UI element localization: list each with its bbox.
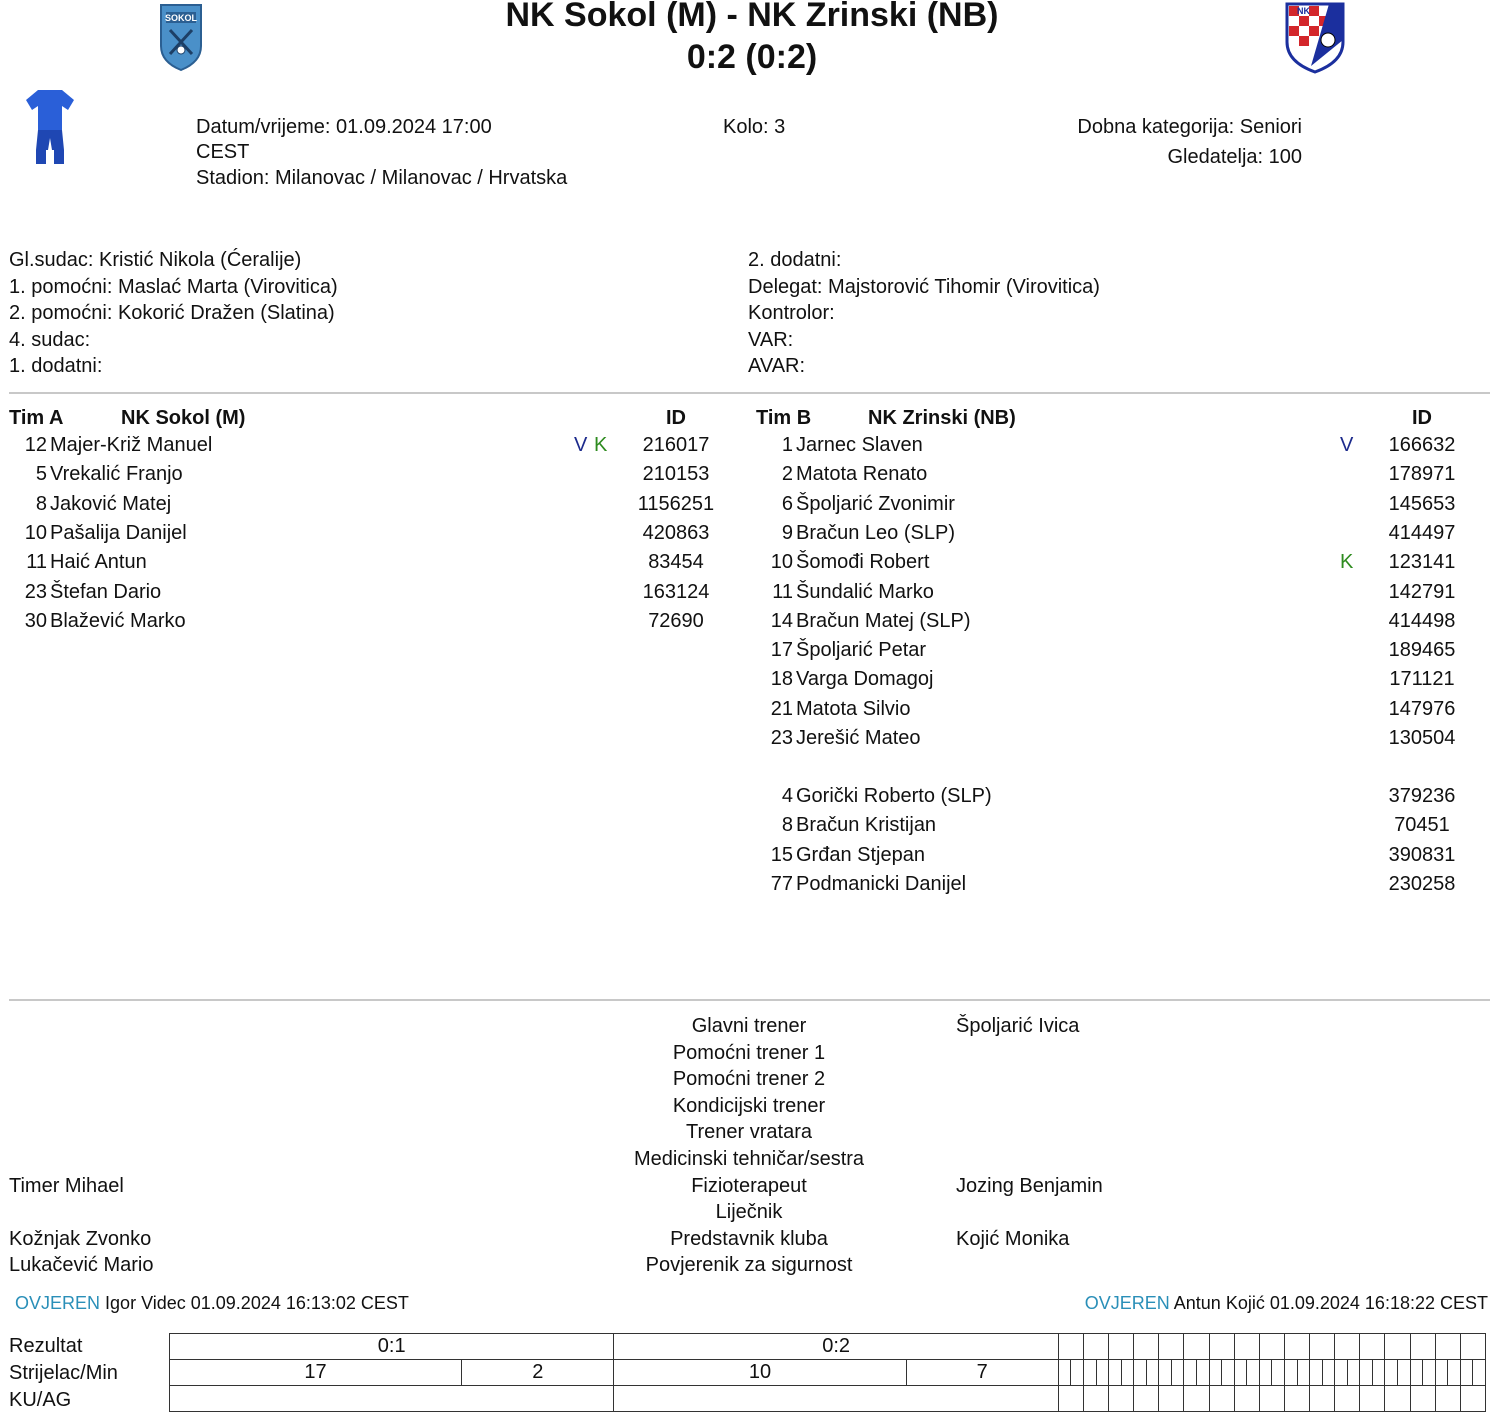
player-number: 17 (770, 639, 793, 662)
player-name: Štefan Dario (50, 580, 162, 603)
scorer-cell: 10 (614, 1360, 906, 1386)
minute-cell: 2 (462, 1360, 614, 1386)
officials-right (748, 247, 1100, 380)
player-name: Šomođi Robert (796, 551, 930, 574)
team-kit-icon (24, 88, 76, 168)
player-number: 18 (770, 668, 793, 691)
scorer-cell (1385, 1360, 1398, 1386)
player-name: Majer-Križ Manuel (50, 434, 213, 456)
player-id: 189465 (1388, 639, 1456, 662)
result-cell: 0:1 (170, 1334, 614, 1360)
official-avar: AVAR: (748, 355, 806, 377)
player-id: 130504 (1388, 727, 1456, 749)
team-a-label: Tim A (9, 407, 64, 429)
scorer-cell (1134, 1360, 1147, 1386)
minute-cell: 7 (906, 1360, 1058, 1386)
scorer-cell (1435, 1360, 1448, 1386)
ku-cell (1159, 1386, 1184, 1412)
minute-cell (1423, 1360, 1436, 1386)
official-fourth: 4. sudac: (9, 328, 91, 351)
staff-away-person: Kojić Monika (956, 1227, 1070, 1250)
player-name: Šundalić Marko (796, 580, 934, 603)
ku-cell (170, 1386, 614, 1412)
minute-cell (1297, 1360, 1310, 1386)
sub-number: 15 (770, 843, 793, 866)
score-scorer-row (170, 1360, 1486, 1386)
verified-by-away: Antun Kojić 01.09.2024 16:18:22 CEST (1173, 1293, 1488, 1313)
verification-home (15, 1293, 409, 1314)
sub-number: 4 (781, 785, 793, 807)
staff-away-person: Jozing Benjamin (956, 1174, 1103, 1197)
player-name: Pašalija Danijel (50, 521, 187, 544)
result-cell (1058, 1334, 1083, 1360)
team-a-id-header: ID (666, 407, 686, 429)
scorer-cell (1335, 1360, 1348, 1386)
official-assistant-2: 2. pomoćni: Kokorić Dražen (Slatina) (9, 302, 335, 324)
player-id: 147976 (1388, 697, 1456, 720)
ku-cell (1083, 1386, 1108, 1412)
player-name: Jaković Matej (50, 492, 172, 515)
scorer-cell (1360, 1360, 1373, 1386)
result-cell (1460, 1334, 1485, 1360)
score-grid-labels (9, 1333, 118, 1414)
player-number: 23 (770, 727, 793, 749)
minute-cell (1448, 1360, 1461, 1386)
player-number: 10 (24, 521, 47, 544)
player-name: Haić Antun (50, 551, 147, 574)
result-cell (1159, 1334, 1184, 1360)
sub-number: 77 (770, 872, 793, 895)
player-number: 21 (770, 697, 793, 720)
vice-captain-mark: V (574, 434, 588, 456)
player-number: 8 (35, 492, 47, 515)
minute-cell (1372, 1360, 1385, 1386)
verification-away (1085, 1293, 1488, 1314)
staff-role: Glavni trener (691, 1015, 807, 1037)
ku-cell (1310, 1386, 1335, 1412)
player-number: 30 (24, 609, 47, 632)
player-id: 414498 (1388, 609, 1456, 632)
sub-id: 379236 (1388, 785, 1456, 807)
player-id: 210153 (642, 463, 710, 486)
officials-left (9, 247, 338, 380)
ku-cell (1460, 1386, 1485, 1412)
player-number: 14 (770, 609, 793, 632)
player-id: 163124 (642, 580, 710, 603)
minute-cell (1347, 1360, 1360, 1386)
staff-role: Liječnik (715, 1201, 783, 1224)
ku-cell (1134, 1386, 1159, 1412)
result-cell (1234, 1334, 1259, 1360)
player-id: 83454 (648, 551, 704, 574)
result-cell (1410, 1334, 1435, 1360)
player-id: 72690 (648, 609, 704, 632)
player-id: 1156251 (637, 492, 715, 515)
captain-mark: K (1340, 551, 1354, 574)
player-id: 145653 (1388, 492, 1456, 515)
match-title: NK Sokol (M) - NK Zrinski (NB) (505, 0, 999, 34)
official-controller: Kontrolor: (748, 302, 835, 324)
ku-cell (1284, 1386, 1309, 1412)
player-number: 23 (24, 580, 47, 603)
home-club-logo (158, 2, 204, 72)
minute-cell (1146, 1360, 1159, 1386)
player-id: 178971 (1388, 463, 1456, 486)
minute-cell (1096, 1360, 1109, 1386)
scorer-cell (1058, 1360, 1071, 1386)
scorer-cell (1234, 1360, 1247, 1386)
sub-id: 230258 (1388, 872, 1456, 895)
player-name: Bračun Leo (SLP) (796, 521, 955, 544)
result-cell (1184, 1334, 1209, 1360)
player-name: Špoljarić Zvonimir (796, 492, 955, 515)
captain-mark: K (594, 434, 608, 456)
sub-name: Bračun Kristijan (796, 814, 937, 837)
player-id: 216017 (642, 434, 710, 456)
team-b-id-header: ID (1412, 407, 1432, 429)
score-ku-row (170, 1386, 1486, 1412)
vice-captain-mark: V (1340, 434, 1354, 456)
score-result-row (170, 1334, 1486, 1360)
official-delegate: Delegat: Majstorović Tihomir (Virovitica) (748, 275, 1100, 298)
verified-by-home: Igor Videc 01.09.2024 16:13:02 CEST (105, 1293, 409, 1313)
player-name: Špoljarić Petar (796, 639, 927, 662)
player-number: 5 (35, 463, 47, 486)
verified-status-away: OVJEREN (1084, 1293, 1170, 1313)
player-name: Bračun Matej (SLP) (796, 609, 971, 632)
label-result: Rezultat (9, 1335, 83, 1357)
result-cell (1435, 1334, 1460, 1360)
team-b-label: Tim B (756, 407, 812, 429)
ku-cell (1360, 1386, 1385, 1412)
official-assistant-1: 1. pomoćni: Maslać Marta (Virovitica) (9, 275, 338, 298)
ku-cell (1209, 1386, 1234, 1412)
ku-cell (1435, 1386, 1460, 1412)
player-id: 142791 (1388, 580, 1456, 603)
player-number: 6 (781, 492, 793, 515)
minute-cell (1222, 1360, 1235, 1386)
official-referee: Gl.sudac: Kristić Nikola (Ćeralije) (9, 249, 302, 271)
scorer-cell (1410, 1360, 1423, 1386)
final-score: 0:2 (0:2) (686, 38, 818, 76)
staff-home-person: Lukačević Mario (9, 1254, 154, 1277)
minute-cell (1272, 1360, 1285, 1386)
player-number: 11 (26, 551, 47, 574)
player-number: 10 (770, 551, 793, 574)
result-cell (1083, 1334, 1108, 1360)
player-id: 171121 (1389, 668, 1455, 691)
match-timezone: CEST (196, 141, 250, 163)
player-id: 420863 (642, 521, 710, 544)
result-cell (1310, 1334, 1335, 1360)
staff-role: Medicinski tehničar/sestra (633, 1148, 865, 1170)
player-id: 414497 (1388, 521, 1456, 544)
player-number: 11 (772, 580, 793, 603)
result-cell: 0:2 (614, 1334, 1058, 1360)
ku-cell (1385, 1386, 1410, 1412)
minute-cell (1197, 1360, 1210, 1386)
result-cell (1134, 1334, 1159, 1360)
away-club-logo (1283, 0, 1347, 74)
minute-cell (1398, 1360, 1411, 1386)
ku-cell (614, 1386, 1058, 1412)
minute-cell (1121, 1360, 1134, 1386)
scorer-cell (1310, 1360, 1323, 1386)
minute-cell (1322, 1360, 1335, 1386)
staff-role: Kondicijski trener (672, 1094, 826, 1117)
staff-home-person: Kožnjak Zvonko (9, 1227, 152, 1250)
age-category: Dobna kategorija: Seniori (1077, 116, 1302, 138)
sub-name: Grđan Stjepan (796, 843, 925, 866)
staff-role: Trener vratara (686, 1121, 812, 1144)
result-cell (1360, 1334, 1385, 1360)
player-number: 12 (24, 434, 47, 456)
result-cell (1259, 1334, 1284, 1360)
sub-number: 8 (781, 814, 793, 837)
sub-name: Podmanicki Danijel (796, 872, 967, 895)
player-name: Vrekalić Franjo (50, 463, 183, 486)
scorer-cell (1460, 1360, 1473, 1386)
staff-home-person: Timer Mihael (9, 1174, 124, 1197)
ku-cell (1335, 1386, 1360, 1412)
ku-cell (1109, 1386, 1134, 1412)
ku-cell (1410, 1386, 1435, 1412)
away-logo-text: NK (1297, 6, 1310, 16)
result-cell (1335, 1334, 1360, 1360)
player-name: Jerešić Mateo (796, 727, 921, 749)
staff-role: Fizioterapeut (691, 1174, 807, 1197)
minute-cell (1171, 1360, 1184, 1386)
scorer-cell (1184, 1360, 1197, 1386)
scorer-cell: 17 (170, 1360, 462, 1386)
sub-id: 70451 (1394, 814, 1450, 837)
team-a-name: NK Sokol (M) (121, 407, 246, 429)
player-number: 9 (781, 521, 793, 544)
divider-top (9, 392, 1490, 394)
attendance: Gledatelja: 100 (1167, 146, 1302, 168)
ku-cell (1234, 1386, 1259, 1412)
staff-role: Pomoćni trener 1 (672, 1041, 826, 1064)
minute-cell (1247, 1360, 1260, 1386)
scorer-cell (1109, 1360, 1122, 1386)
verified-status-home: OVJEREN (15, 1293, 101, 1313)
result-cell (1109, 1334, 1134, 1360)
ku-cell (1259, 1386, 1284, 1412)
sub-id: 390831 (1388, 843, 1456, 866)
player-id: 166632 (1388, 434, 1456, 456)
player-name: Matota Silvio (796, 697, 911, 720)
match-datetime: Datum/vrijeme: 01.09.2024 17:00 (196, 116, 492, 138)
staff-role: Pomoćni trener 2 (672, 1068, 826, 1091)
official-additional-1: 1. dodatni: (9, 355, 103, 377)
match-round: Kolo: 3 (723, 116, 786, 138)
ku-cell (1184, 1386, 1209, 1412)
label-ku-ag: KU/AG (9, 1389, 72, 1411)
result-cell (1385, 1334, 1410, 1360)
player-name: Varga Domagoj (796, 668, 934, 691)
score-grid (169, 1333, 1486, 1412)
player-number: 2 (781, 463, 793, 486)
scorer-cell (1209, 1360, 1222, 1386)
player-id: 123141 (1388, 551, 1456, 574)
result-cell (1209, 1334, 1234, 1360)
minute-cell (1071, 1360, 1084, 1386)
scorer-cell (1083, 1360, 1096, 1386)
player-name: Matota Renato (796, 463, 928, 486)
player-name: Blažević Marko (50, 609, 186, 632)
minute-cell (1473, 1360, 1486, 1386)
scorer-cell (1284, 1360, 1297, 1386)
home-logo-text: SOKOL (164, 13, 198, 23)
label-scorer: Strijelac/Min (9, 1362, 118, 1384)
divider-middle (9, 999, 1490, 1001)
team-b-name: NK Zrinski (NB) (868, 407, 1016, 429)
player-number: 1 (781, 434, 793, 456)
scorer-cell (1259, 1360, 1272, 1386)
sub-name: Gorički Roberto (SLP) (796, 785, 992, 807)
staff-role: Predstavnik kluba (670, 1227, 828, 1250)
ku-cell (1058, 1386, 1083, 1412)
staff-away-person: Špoljarić Ivica (956, 1015, 1080, 1037)
scorer-cell (1159, 1360, 1172, 1386)
official-var: VAR: (748, 328, 794, 351)
staff-role: Povjerenik za sigurnost (645, 1254, 853, 1277)
player-name: Jarnec Slaven (796, 434, 923, 456)
result-cell (1284, 1334, 1309, 1360)
official-additional-2: 2. dodatni: (748, 249, 842, 271)
match-stadium: Stadion: Milanovac / Milanovac / Hrvatska (196, 167, 568, 189)
